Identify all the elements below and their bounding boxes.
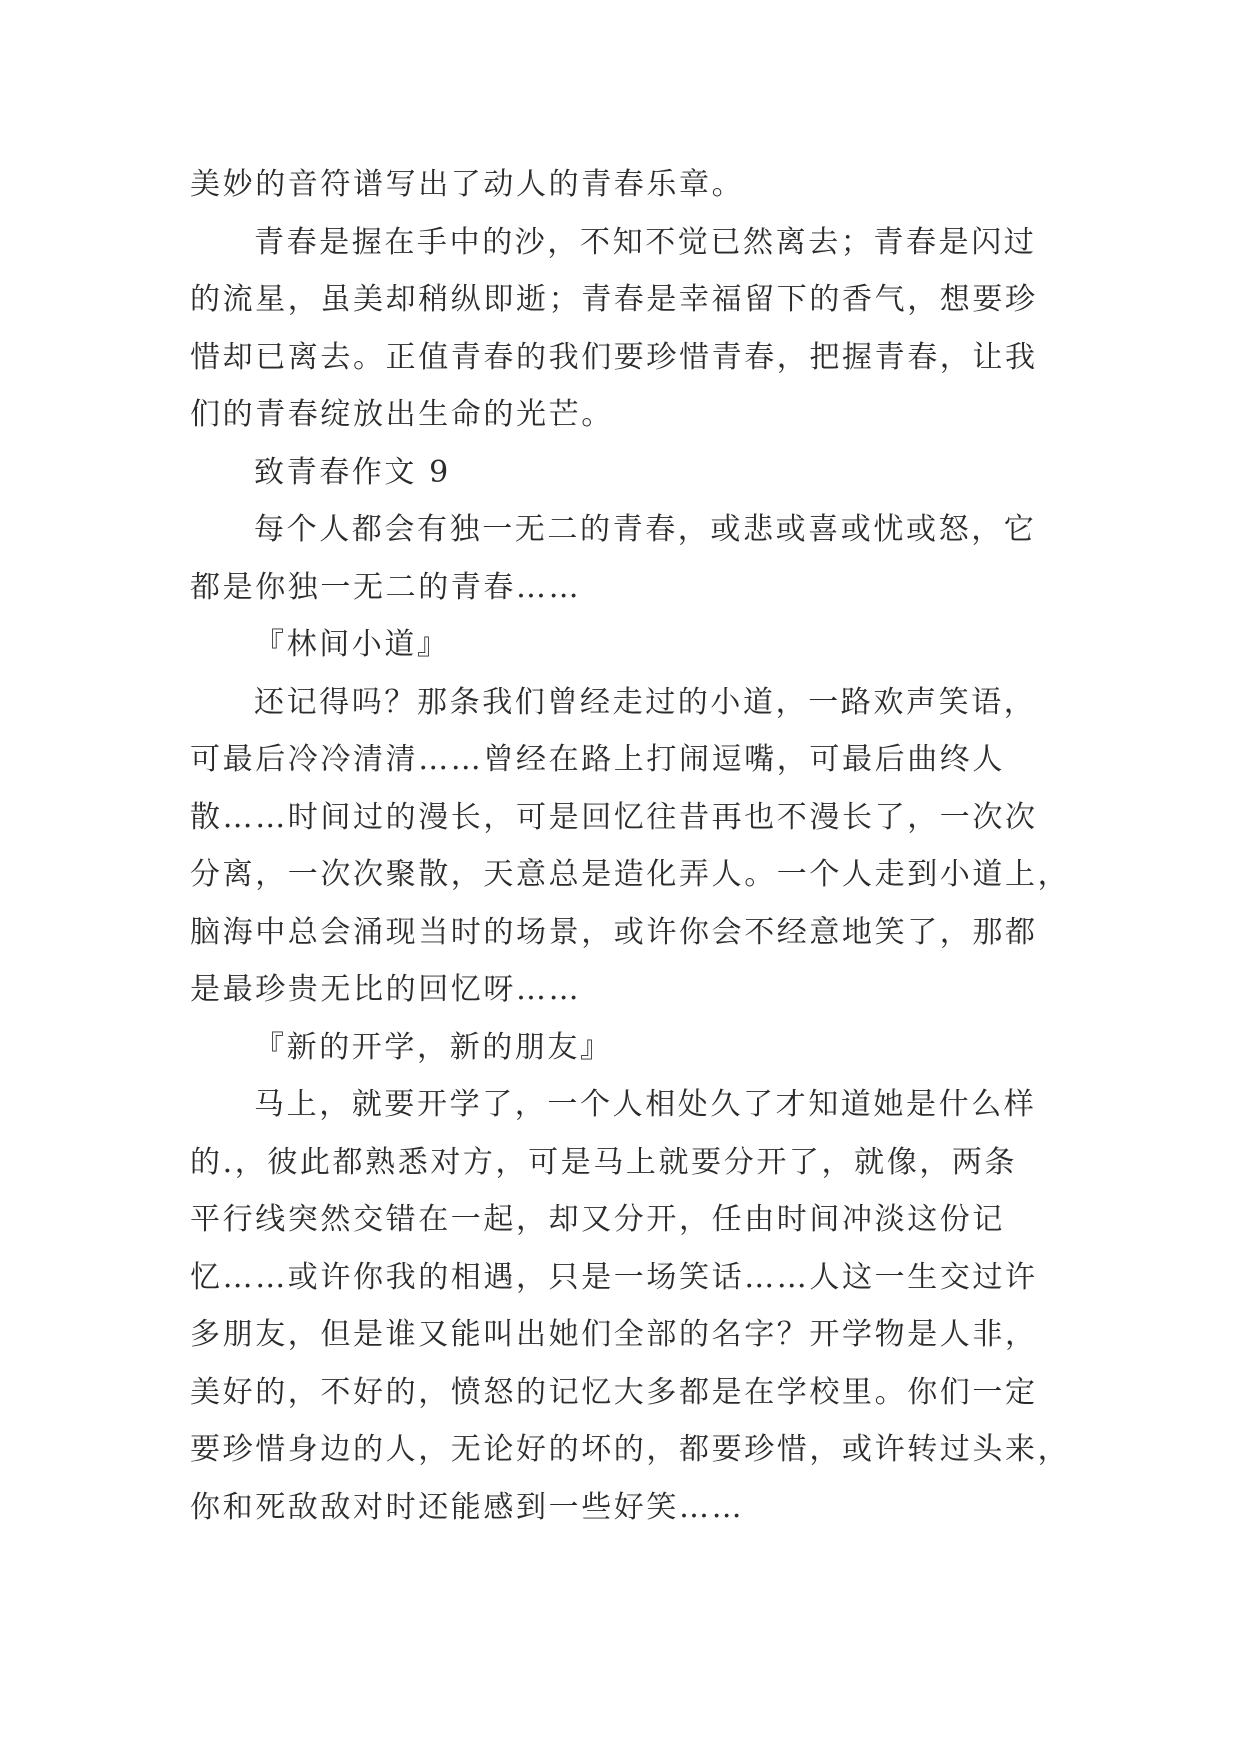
text-line: 还记得吗？那条我们曾经走过的小道，一路欢声笑语， (254, 684, 1037, 720)
text-line: 你和死敌敌对时还能感到一些好笑…… (190, 1489, 745, 1525)
document-body (190, 156, 1071, 1536)
text-line: 的.，彼此都熟悉对方，可是马上就要分开了，就像，两条 (190, 1144, 1018, 1180)
text-line: 的流星，虽美却稍纵即逝；青春是幸福留下的香气，想要珍 (190, 282, 1038, 317)
text-line: 散……时间过的漫长，可是回忆往昔再也不漫长了，一次次 (190, 799, 1038, 835)
text-line: 都是你独一无二的青春…… (190, 569, 582, 605)
text-line: 忆……或许你我的相遇，只是一场笑话……人这一生交过许 (190, 1259, 1038, 1295)
text-line: 美好的，不好的，愤怒的记忆大多都是在学校里。你们一定 (190, 1374, 1038, 1410)
text-line: 多朋友，但是谁又能叫出她们全部的名字？开学物是人非， (190, 1317, 1038, 1352)
text-line: 马上，就要开学了，一个人相处久了才知道她是什么样 (254, 1087, 1037, 1122)
text-line: 是最珍贵无比的回忆呀…… (190, 972, 582, 1007)
section-heading: 致青春作文 9 (254, 454, 451, 490)
subsection-heading: 『新的开学，新的朋友』 (254, 1029, 613, 1065)
text-line: 每个人都会有独一无二的青春，或悲或喜或忧或怒，它 (254, 512, 1037, 547)
text-line: 青春是握在手中的沙，不知不觉已然离去；青春是闪过 (254, 224, 1037, 260)
text-line: 美妙的音符谱写出了动人的青春乐章。 (190, 167, 745, 202)
text-line: 可最后冷冷清清……曾经在路上打闹逗嘴，可最后曲终人 (190, 742, 1005, 777)
text-line: 们的青春绽放出生命的光芒。 (190, 397, 614, 432)
text-line: 平行线突然交错在一起，却又分开，任由时间冲淡这份记 (190, 1202, 1005, 1237)
text-line: 脑海中总会涌现当时的场景，或许你会不经意地笑了，那都 (190, 914, 1038, 950)
text-line: 要珍惜身边的人，无论好的坏的，都要珍惜，或许转过头来， (190, 1432, 1071, 1467)
text-line: 分离，一次次聚散，天意总是造化弄人。一个人走到小道上， (190, 857, 1071, 892)
subsection-heading: 『林间小道』 (254, 627, 450, 662)
text-line: 惜却已离去。正值青春的我们要珍惜青春，把握青春，让我 (190, 339, 1038, 375)
